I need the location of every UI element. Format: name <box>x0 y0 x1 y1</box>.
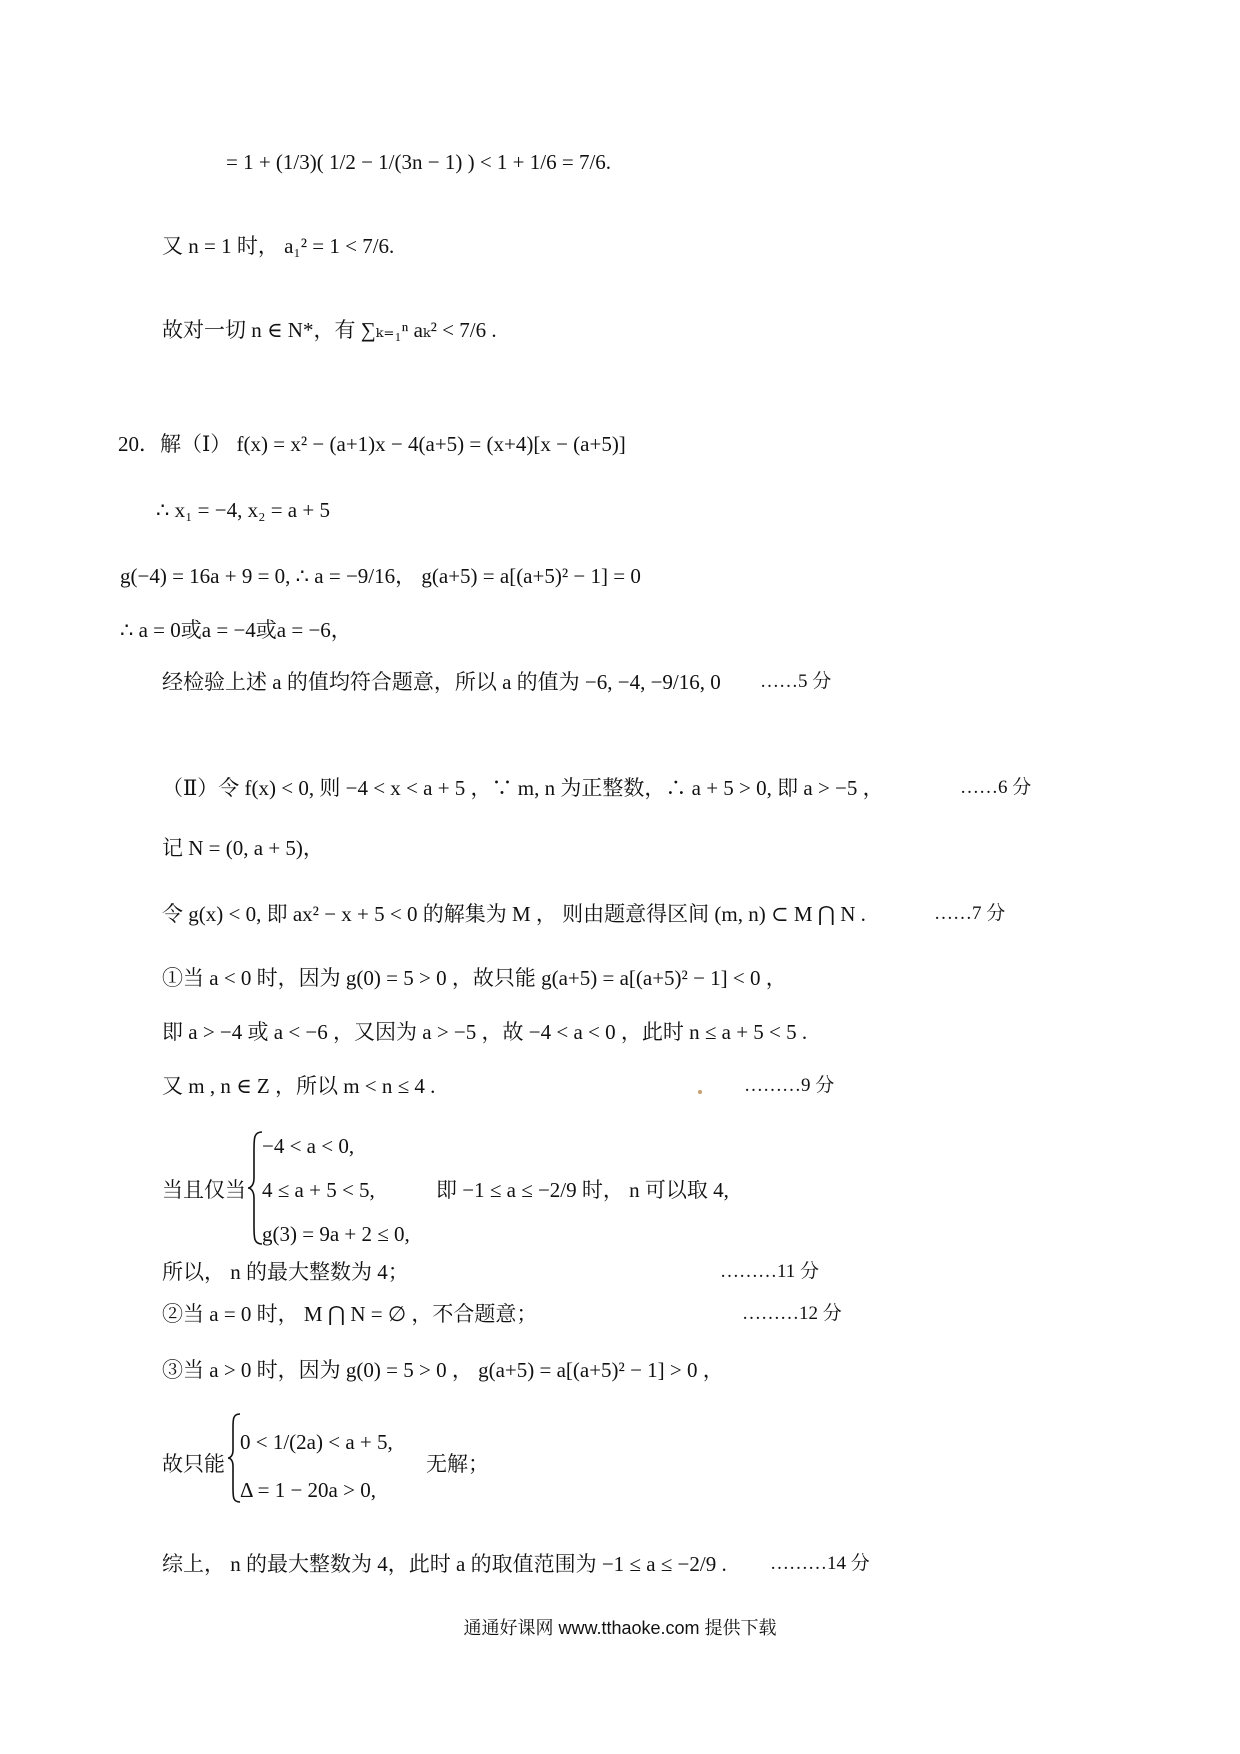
iff-result: 即 −1 ≤ a ≤ −2/9 时， n 可以取 4, <box>436 1178 729 1202</box>
score-6: ……6 分 <box>960 777 1032 798</box>
max-n-line: 所以， n 的最大整数为 4； <box>162 1260 409 1284</box>
g-values-line: g(−4) = 16a + 9 = 0, ∴ a = −9/16， g(a+5) = a[(a+5)² − 1] = 0 <box>120 564 641 588</box>
score-9: ………9 分 <box>744 1075 835 1096</box>
score-12: ………12 分 <box>742 1303 842 1324</box>
define-M-line: 令 g(x) < 0, 即 ax² − x + 5 < 0 的解集为 M ， 则由题意得区间 (m, n) ⊂ M ⋂ N . <box>162 902 866 926</box>
system2-row-2: Δ = 1 − 20a > 0, <box>240 1478 376 1502</box>
case-1-line: ①当 a < 0 时，因为 g(0) = 5 > 0 ，故只能 g(a+5) = a[(a+5)² − 1] < 0 ， <box>162 966 787 990</box>
score-11: ………11 分 <box>720 1261 820 1282</box>
case-2-line: ②当 a = 0 时， M ⋂ N = ∅ ，不合题意； <box>162 1302 538 1326</box>
equation-line-continuation: = 1 + (1/3)( 1/2 − 1/(3n − 1) ) < 1 + 1/6 = 7/6. <box>226 150 612 174</box>
score-5: ……5 分 <box>760 671 832 692</box>
score-7: ……7 分 <box>934 903 1006 924</box>
only-possible-label: 故只能 <box>162 1452 225 1476</box>
part-2-heading: （Ⅱ）令 f(x) < 0, 则 −4 < x < a + 5 ，∵ m, n 为正整数，∴ a + 5 > 0, 即 a > −5 ， <box>162 776 884 800</box>
score-14: ………14 分 <box>770 1553 870 1574</box>
problem-20-part-1-heading: 20．解（Ⅰ） f(x) = x² − (a+1)x − 4(a+5) = (x+4)[x − (a+5)] <box>118 432 626 456</box>
roots-line: ∴ x₁ = −4, x₂ = a + 5 <box>156 498 330 522</box>
system-row-3: g(3) = 9a + 2 ≤ 0, <box>262 1222 410 1246</box>
no-solution-label: 无解； <box>426 1452 489 1476</box>
final-conclusion-line: 综上， n 的最大整数为 4，此时 a 的取值范围为 −1 ≤ a ≤ −2/9 . <box>162 1552 727 1576</box>
integer-bound-line: 又 m , n ∈ Z ，所以 m < n ≤ 4 . <box>162 1074 436 1098</box>
case-1-range-line: 即 a > −4 或 a < −6 ，又因为 a > −5 ，故 −4 < a < 0 ，此时 n ≤ a + 5 < 5 . <box>162 1020 808 1044</box>
case-3-line: ③当 a > 0 时，因为 g(0) = 5 > 0 ， g(a+5) = a[(a+5)² − 1] > 0 ， <box>162 1358 724 1382</box>
define-N-line: 记 N = (0, a + 5)， <box>162 836 324 860</box>
conclusion-sum-line: 故对一切 n ∈ N*，有 ∑ₖ₌₁ⁿ aₖ² < 7/6 . <box>162 318 497 342</box>
a-values-line: ∴ a = 0或a = −4或a = −6， <box>120 618 352 642</box>
case-n-equals-1: 又 n = 1 时， a₁² = 1 < 7/6. <box>162 234 395 258</box>
system2-row-1: 0 < 1/(2a) < a + 5, <box>240 1430 393 1454</box>
system-row-2: 4 ≤ a + 5 < 5, <box>262 1178 375 1202</box>
iff-label: 当且仅当 <box>162 1178 246 1202</box>
footer-source: 通通好课网 www.tthaoke.com 提供下载 <box>463 1618 777 1638</box>
verification-line: 经检验上述 a 的值均符合题意，所以 a 的值为 −6, −4, −9/16, 0 <box>162 670 721 694</box>
system-row-1: −4 < a < 0, <box>262 1134 355 1158</box>
scan-speck <box>698 1090 702 1094</box>
